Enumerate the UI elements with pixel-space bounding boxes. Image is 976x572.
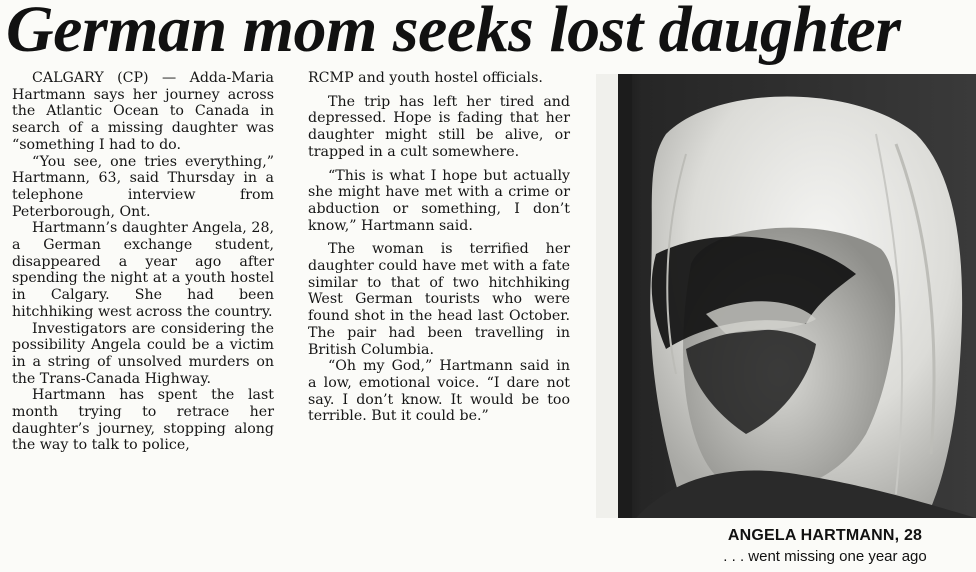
photo-caption-subtitle: . . . went missing one year ago: [723, 548, 927, 565]
paragraph: RCMP and youth hostel officials.: [308, 70, 543, 86]
paragraph: The trip has left her tired and depressed. Hope is fading that her daughter might still be alive, or trapped in a cult somewhere.: [308, 93, 570, 160]
paragraph: “This is what I hope but actually she might have met with a crime or abduction or something, I don’t know,” Hartmann said.: [308, 167, 570, 234]
paragraph: “You see, one tries everything,” Hartmann, 63, said Thursday in a telephone interview from Peterborough, Ont.: [12, 153, 274, 220]
paragraph: Hartmann’s daughter Angela, 28, a German exchange student, disappeared a year ago after spending the night at a youth hostel in Calgary. She had been hitchhiking west across the country.: [12, 220, 274, 320]
paragraph: Investigators are considering the possibility Angela could be a victim in a string of unsolved murders on the Trans-Canada Highway.: [12, 320, 274, 387]
portrait-photo-graphic: [596, 74, 976, 518]
article-column-1: [12, 70, 274, 454]
photo-caption-name: ANGELA HARTMANN, 28: [727, 527, 923, 544]
paragraph: “Oh my God,” Hartmann said in a low, emotional voice. “I dare not say. I don’t know. It would be too terrible. But it could be.”: [308, 358, 570, 425]
paragraph: Hartmann has spent the last month trying to retrace her daughter’s journey, stopping along the way to talk to police,: [12, 387, 274, 454]
paragraph: CALGARY (CP) — Adda-Maria Hartmann says her journey across the Atlantic Ocean to Canada in search of a missing daughter was “something I had to do.: [12, 70, 274, 153]
portrait-photo: [596, 74, 976, 518]
article-column-2: [308, 70, 570, 425]
headline: German mom seeks lost daughter: [6, 0, 901, 66]
paragraph: The woman is terrified her daughter could have met with a fate similar to that of two hitchhiking West German tourists who were found shot in the head last October. The pair had been travelling in British Columbia.: [308, 241, 570, 358]
